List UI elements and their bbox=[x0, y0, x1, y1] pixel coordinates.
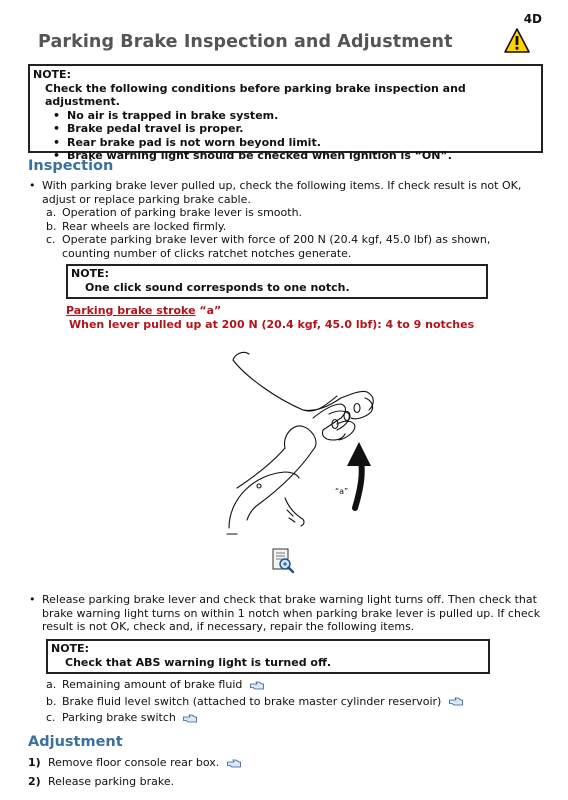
list-item: b. Rear wheels are locked firmly. bbox=[46, 219, 227, 233]
list-item: b. Brake fluid level switch (attached to brake master cylinder reservoir) bbox=[42, 694, 542, 711]
spec-stroke bbox=[66, 304, 536, 332]
inspection-bullet-2 bbox=[29, 593, 542, 634]
note-label: NOTE: bbox=[33, 68, 71, 81]
reference-hand-icon[interactable] bbox=[449, 697, 463, 706]
page-title: Parking Brake Inspection and Adjustment bbox=[38, 32, 453, 52]
step-number: 2) bbox=[28, 775, 41, 788]
repair-items bbox=[42, 677, 542, 727]
repair-item-link[interactable]: Brake fluid level switch (attached to brake master cylinder reservoir) bbox=[62, 694, 442, 708]
repair-item-link[interactable]: Remaining amount of brake fluid bbox=[62, 678, 243, 691]
warning-icon bbox=[504, 28, 530, 54]
list-item: • Rear brake pad is not worn beyond limit. bbox=[55, 136, 538, 150]
parking-brake-figure bbox=[225, 348, 395, 538]
spec-symbol: “a” bbox=[199, 304, 222, 317]
bullet-dot: • bbox=[29, 593, 36, 606]
check-items-list bbox=[42, 206, 542, 260]
note-label: NOTE: bbox=[71, 267, 109, 280]
zoom-document-icon[interactable] bbox=[272, 548, 294, 574]
repair-item-link[interactable]: Parking brake switch bbox=[62, 711, 176, 724]
adjustment-step-2 bbox=[28, 775, 174, 789]
reference-hand-icon[interactable] bbox=[183, 714, 197, 723]
note-body: Check that ABS warning light is turned off. bbox=[65, 655, 332, 669]
list-item: c. Parking brake switch bbox=[42, 710, 542, 727]
note-conditions bbox=[28, 64, 543, 162]
list-item: c. Operate parking brake lever with force of 200 N (20.4 kgf, 45.0 lbf) as shown, counting number of clicks ratchet notches generate. bbox=[46, 233, 491, 260]
step-text: Release parking brake. bbox=[48, 775, 175, 788]
section-heading-inspection: Inspection bbox=[28, 158, 114, 174]
note-label: NOTE: bbox=[51, 642, 89, 655]
list-item: a. Remaining amount of brake fluid bbox=[42, 677, 542, 694]
step-text[interactable]: Remove floor console rear box. bbox=[48, 756, 220, 769]
figure-label-a: “a” bbox=[335, 487, 349, 496]
inspection-bullet-1 bbox=[29, 179, 542, 260]
adjustment-step-1 bbox=[28, 756, 241, 770]
bullet-text: With parking brake lever pulled up, check the following items. If check result is not OK, adjust or replace parking brake cable. bbox=[42, 179, 522, 206]
section-heading-adjustment: Adjustment bbox=[28, 734, 123, 750]
list-item: • No air is trapped in brake system. bbox=[55, 109, 538, 123]
list-item: • Brake warning light should be checked when ignition is “ON”. bbox=[55, 149, 538, 163]
spec-name: Parking brake stroke bbox=[66, 304, 196, 317]
note-conditions-list bbox=[33, 109, 538, 163]
note-click bbox=[66, 264, 488, 299]
note-intro: Check the following conditions before parking brake inspection and adjustment. bbox=[45, 81, 466, 108]
list-item: a. Operation of parking brake lever is smooth. bbox=[46, 206, 303, 219]
reference-hand-icon[interactable] bbox=[250, 681, 264, 690]
reference-hand-icon[interactable] bbox=[227, 759, 241, 768]
bullet-dot: • bbox=[29, 179, 36, 192]
repair-items-list bbox=[42, 677, 542, 727]
page-code: 4D bbox=[523, 12, 542, 26]
step-number: 1) bbox=[28, 756, 41, 769]
spec-value: When lever pulled up at 200 N (20.4 kgf, 45.0 lbf): 4 to 9 notches bbox=[69, 318, 475, 331]
note-abs bbox=[46, 639, 490, 674]
note-body: One click sound corresponds to one notch. bbox=[85, 280, 350, 294]
list-item: • Brake pedal travel is proper. bbox=[55, 122, 538, 136]
bullet-text: Release parking brake lever and check that brake warning light turns off. Then check that brake warning light turns on within 1 notch when parking brake lever is pulled up. If check result is not OK, check and, if necessary, repair the following items. bbox=[42, 593, 541, 633]
